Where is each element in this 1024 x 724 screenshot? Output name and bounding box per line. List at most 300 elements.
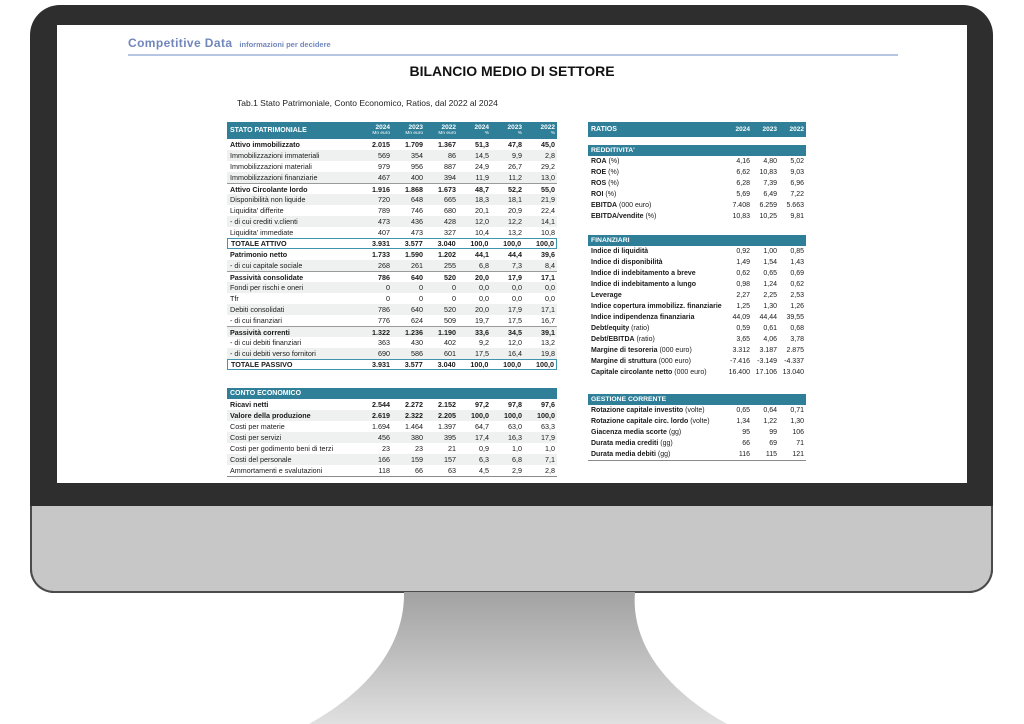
cell-value: 1.190	[438, 328, 456, 337]
cell-value: 14,5	[475, 151, 489, 160]
cell-value: 7,39	[763, 180, 777, 187]
table-row	[227, 139, 557, 150]
row-label: Liquidita' differite	[230, 206, 284, 215]
cell-value: 0,69	[790, 270, 804, 277]
cell-value: 20,0	[475, 273, 489, 282]
cell-value: 690	[378, 349, 390, 358]
cell-value: 115	[765, 451, 777, 458]
cell-value: 8,4	[545, 261, 555, 270]
cell-value: 2,9	[512, 466, 522, 475]
cell-value: 4,80	[763, 158, 777, 165]
cell-value: 11,2	[508, 173, 522, 182]
ratios-section	[588, 235, 806, 378]
cell-value: 520	[444, 273, 456, 282]
cell-value: 7,1	[545, 455, 555, 464]
table-caption: Tab.1 Stato Patrimoniale, Conto Economico, Ratios, dal 2022 al 2024	[237, 98, 498, 108]
ratios-sections	[588, 145, 806, 461]
cell-value: 4,06	[763, 336, 777, 343]
monitor-stand	[299, 592, 731, 724]
cell-value: 586	[411, 349, 423, 358]
cell-value: 789	[378, 206, 390, 215]
row-label: TOTALE PASSIVO	[231, 360, 293, 369]
row-label: - di cui finanziari	[230, 316, 282, 325]
cell-value: 456	[378, 433, 390, 442]
cell-value: 6,3	[479, 455, 489, 464]
cell-value: 2.272	[405, 400, 423, 409]
cell-value: 1,25	[736, 303, 750, 310]
cell-value: 17,9	[541, 433, 555, 442]
cell-value: 956	[411, 162, 423, 171]
cell-value: 18,3	[475, 195, 489, 204]
cell-value: 5,69	[736, 191, 750, 198]
cell-value: 86	[448, 151, 456, 160]
cell-value: 720	[378, 195, 390, 204]
ratio-row	[588, 290, 806, 301]
cell-value: 44,44	[759, 314, 777, 321]
cell-value: 1,30	[790, 418, 804, 425]
cell-value: 979	[378, 162, 390, 171]
ratio-label	[588, 257, 725, 268]
ratio-name: ROE	[591, 169, 607, 176]
cell-value: 11,9	[475, 173, 489, 182]
ratio-row	[588, 211, 806, 222]
cell-value: 97,2	[475, 400, 489, 409]
cell-value: 3.931	[371, 360, 390, 369]
cell-value: 63,0	[508, 422, 522, 431]
cell-value: 1,24	[763, 281, 777, 288]
cell-value: 1.590	[405, 250, 423, 259]
ratio-label	[588, 312, 725, 323]
ratio-label	[588, 290, 725, 301]
cell-value: 17,9	[508, 305, 522, 314]
cell-value: 0	[419, 294, 423, 303]
page-title: BILANCIO MEDIO DI SETTORE	[409, 63, 615, 79]
cell-value: 5,02	[790, 158, 804, 165]
cell-value: -7.416	[730, 358, 750, 365]
cell-value: 39,55	[786, 314, 804, 321]
table-row	[227, 282, 557, 293]
monitor-chin	[30, 506, 993, 593]
ratio-name: Indice di disponibilità	[591, 259, 663, 266]
row-label: Ricavi netti	[230, 400, 269, 409]
ratio-row	[588, 356, 806, 367]
cell-value: 327	[444, 228, 456, 237]
table-row	[227, 399, 557, 410]
stato-patrimoniale-header	[227, 122, 557, 139]
cell-value: 95	[742, 429, 750, 436]
row-label: Passività consolidate	[230, 273, 304, 282]
cell-value: 17,4	[475, 433, 489, 442]
table-row	[227, 205, 557, 216]
ratio-row	[588, 427, 806, 438]
table-row	[227, 359, 557, 370]
cell-value: 1.673	[438, 185, 456, 194]
cell-value: 354	[411, 151, 423, 160]
cell-value: 2,8	[545, 466, 555, 475]
cell-value: 395	[444, 433, 456, 442]
table-row	[227, 421, 557, 432]
cell-value: 100,0	[471, 411, 489, 420]
row-label: Tfr	[230, 294, 239, 303]
cell-value: 509	[444, 316, 456, 325]
table-row	[227, 271, 557, 282]
ratio-label: Durata media debiti (gg)	[591, 451, 671, 458]
ratio-label	[588, 268, 725, 279]
table-row	[227, 227, 557, 238]
column-year-label: 2024	[735, 126, 750, 133]
cell-value: 12,0	[508, 338, 522, 347]
column-unit-label: %	[484, 131, 489, 136]
cell-value: 3,78	[790, 336, 804, 343]
ratio-row	[588, 301, 806, 312]
table-row	[227, 304, 557, 315]
row-label: - di cui crediti v.clienti	[230, 217, 298, 226]
cell-value: 3.187	[759, 347, 777, 354]
cell-value: 0,62	[790, 281, 804, 288]
row-label: Costi per servizi	[230, 433, 282, 442]
ratio-row	[588, 279, 806, 290]
cell-value: 1.916	[372, 185, 390, 194]
cell-value: 0	[386, 283, 390, 292]
ratio-name: Indice di indebitamento a lungo	[591, 281, 697, 288]
cell-value: 430	[411, 338, 423, 347]
ratio-label: EBITDA (000 euro)	[591, 202, 652, 209]
row-label: Fondi per rischi e oneri	[230, 283, 304, 292]
row-label: Costi per materie	[230, 422, 285, 431]
cell-value: 97,8	[508, 400, 522, 409]
column-header	[425, 122, 458, 139]
ratio-name: Indice di liquidità	[591, 248, 649, 255]
table-row	[227, 326, 557, 337]
conto-economico-table	[227, 388, 557, 477]
cell-value: 1.709	[405, 140, 423, 149]
ratio-row	[588, 268, 806, 279]
cell-value: 0,62	[736, 270, 750, 277]
cell-value: 0,65	[763, 270, 777, 277]
cell-value: 100,0	[535, 239, 554, 248]
cell-value: 1.397	[438, 422, 456, 431]
table-row	[227, 315, 557, 326]
cell-value: 19,8	[541, 349, 555, 358]
cell-value: 2,27	[736, 292, 750, 299]
ratio-name: Giacenza media scorte	[591, 429, 667, 436]
cell-value: 26,7	[508, 162, 522, 171]
column-unit-label: Mn euro	[372, 131, 390, 136]
ratio-label: Rotazione capitale circ. lordo (volte)	[591, 418, 710, 425]
cell-value: 2.015	[372, 140, 390, 149]
cell-value: 640	[411, 273, 423, 282]
cell-value: 13,2	[541, 338, 555, 347]
table-row	[227, 432, 557, 443]
cell-value: 1.694	[372, 422, 390, 431]
cell-value: 66	[742, 440, 750, 447]
table-row	[227, 194, 557, 205]
cell-value: 24,9	[475, 162, 489, 171]
cell-value: 17,9	[508, 273, 522, 282]
cell-value: 66	[415, 466, 423, 475]
cell-value: 121	[792, 451, 804, 458]
cell-value: 55,0	[541, 185, 555, 194]
cell-value: 1,26	[790, 303, 804, 310]
cell-value: 436	[411, 217, 423, 226]
brand-logo	[128, 34, 331, 52]
cell-value: 6,28	[736, 180, 750, 187]
cell-value: 0,64	[763, 407, 777, 414]
table-row	[227, 443, 557, 454]
ratio-name: Margine di tesoreria	[591, 347, 658, 354]
table-row	[227, 238, 557, 249]
ratio-row	[588, 416, 806, 427]
ratio-name: Debt/equity	[591, 325, 630, 332]
cell-value: 45,0	[541, 140, 555, 149]
cell-value: 100,0	[470, 239, 489, 248]
column-year-label: 2022	[540, 124, 555, 131]
cell-value: 1,54	[763, 259, 777, 266]
ratio-row	[588, 345, 806, 356]
cell-value: 0,9	[479, 444, 489, 453]
cell-value: 0,0	[512, 294, 522, 303]
cell-value: 10,4	[475, 228, 489, 237]
cell-value: 69	[769, 440, 777, 447]
ratio-row	[588, 449, 806, 460]
cell-value: 6,8	[479, 261, 489, 270]
column-year-label: 2022	[789, 126, 804, 133]
stato-patrimoniale-table	[227, 122, 557, 370]
ratio-label: Durata media crediti (gg)	[591, 440, 673, 447]
cell-value: -4.337	[784, 358, 804, 365]
cell-value: 29,2	[541, 162, 555, 171]
ratio-name: Leverage	[591, 292, 622, 299]
cell-value: 0,65	[736, 407, 750, 414]
cell-value: 17,5	[475, 349, 489, 358]
cell-value: 17,5	[508, 316, 522, 325]
cell-value: 0,92	[736, 248, 750, 255]
cell-value: 100,0	[537, 411, 555, 420]
cell-value: 7,3	[512, 261, 522, 270]
cell-value: 20,1	[475, 206, 489, 215]
cell-value: 569	[378, 151, 390, 160]
cell-value: 39,6	[541, 250, 555, 259]
cell-value: 0	[419, 283, 423, 292]
cell-value: 166	[378, 455, 390, 464]
row-label: - di cui debiti finanziari	[230, 338, 302, 347]
ratio-name: ROI	[591, 191, 604, 198]
cell-value: 47,8	[508, 140, 522, 149]
cell-value: 2.544	[372, 400, 390, 409]
ratio-row	[588, 200, 806, 211]
cell-value: 6,49	[763, 191, 777, 198]
column-year-label: 2022	[441, 124, 456, 131]
section-header: REDDITIVITA'	[588, 145, 806, 156]
column-unit-label: %	[517, 131, 522, 136]
cell-value: 4,5	[479, 466, 489, 475]
ratio-name: Rotazione capitale investito	[591, 407, 684, 414]
cell-value: 116	[738, 451, 750, 458]
ratio-name: Debt/EBITDA	[591, 336, 635, 343]
cell-value: 14,1	[541, 217, 555, 226]
cell-value: 23	[415, 444, 423, 453]
ratio-name: EBITDA	[591, 202, 618, 209]
ratios-section	[588, 145, 806, 222]
row-label: Valore della produzione	[230, 411, 311, 420]
cell-value: 6.259	[759, 202, 777, 209]
cell-value: 157	[444, 455, 456, 464]
cell-value: 9,9	[512, 151, 522, 160]
row-label: - di cui debiti verso fornitori	[230, 349, 316, 358]
cell-value: 0,68	[790, 325, 804, 332]
table-row	[227, 465, 557, 476]
ratio-label: Margine di tesoreria (000 euro)	[591, 347, 692, 354]
cell-value: 786	[378, 305, 390, 314]
cell-value: 0,71	[790, 407, 804, 414]
cell-value: 776	[378, 316, 390, 325]
cell-value: 0	[452, 283, 456, 292]
ratio-row	[588, 246, 806, 257]
cell-value: 106	[792, 429, 804, 436]
ratio-name: ROS	[591, 180, 607, 187]
ratio-row	[588, 367, 806, 378]
table-row	[227, 348, 557, 359]
cell-value: 39,1	[541, 328, 555, 337]
cell-value: 3.040	[437, 360, 456, 369]
cell-value: 400	[411, 173, 423, 182]
cell-value: 13,0	[541, 173, 555, 182]
cell-value: 48,7	[475, 185, 489, 194]
cell-value: 0,0	[545, 283, 555, 292]
brand-name: Competitive Data	[128, 36, 233, 50]
cell-value: 1,0	[512, 444, 522, 453]
cell-value: 0,0	[479, 283, 489, 292]
row-label: Immobilizzazioni immateriali	[230, 151, 320, 160]
section-header: GESTIONE CORRENTE	[588, 394, 806, 405]
table-title: RATIOS	[591, 126, 617, 133]
cell-value: 1.202	[438, 250, 456, 259]
cell-value: 19,7	[475, 316, 489, 325]
cell-value: 18,1	[508, 195, 522, 204]
cell-value: 100,0	[535, 360, 554, 369]
cell-value: 3,65	[736, 336, 750, 343]
ratio-label: EBITDA/vendite (%)	[591, 213, 657, 220]
row-label: Liquidita' immediate	[230, 228, 294, 237]
column-header	[491, 122, 524, 139]
cell-value: 0,98	[736, 281, 750, 288]
cell-value: 402	[444, 338, 456, 347]
cell-value: 2,8	[545, 151, 555, 160]
table-title: CONTO ECONOMICO	[227, 388, 557, 399]
cell-value: 6,96	[790, 180, 804, 187]
cell-value: 0,59	[736, 325, 750, 332]
cell-value: 9,03	[790, 169, 804, 176]
cell-value: 640	[411, 305, 423, 314]
ratio-label: ROI (%)	[591, 191, 617, 198]
cell-value: 17,1	[541, 305, 555, 314]
table-row	[227, 161, 557, 172]
ratio-name: Durata media crediti	[591, 440, 659, 447]
table-row	[227, 183, 557, 194]
ratio-name: Indice copertura immobilizz. finanziarie	[591, 303, 722, 310]
screen	[57, 25, 967, 483]
ratio-row	[588, 312, 806, 323]
ratio-label: Giacenza media scorte (gg)	[591, 429, 682, 436]
cell-value: 10,25	[759, 213, 777, 220]
year-columns	[359, 122, 557, 139]
ratio-label: ROS (%)	[591, 180, 620, 187]
cell-value: 33,6	[475, 328, 489, 337]
cell-value: 100,0	[504, 411, 522, 420]
row-label: Patrimonio netto	[230, 250, 288, 259]
cell-value: 16.400	[728, 369, 750, 376]
stato-patrimoniale-body	[227, 139, 557, 370]
cell-value: 10,83	[759, 169, 777, 176]
cell-value: 16,3	[508, 433, 522, 442]
cell-value: 100,0	[470, 360, 489, 369]
cell-value: 3.040	[437, 239, 456, 248]
cell-value: 1,43	[790, 259, 804, 266]
cell-value: 3.931	[371, 239, 390, 248]
cell-value: 261	[411, 261, 423, 270]
cell-value: 2.875	[786, 347, 804, 354]
cell-value: 10,8	[541, 228, 555, 237]
cell-value: 467	[378, 173, 390, 182]
ratio-row	[588, 167, 806, 178]
conto-economico-body	[227, 399, 557, 477]
cell-value: 51,3	[475, 140, 489, 149]
cell-value: 13.040	[782, 369, 804, 376]
ratio-row	[588, 156, 806, 167]
cell-value: 624	[411, 316, 423, 325]
cell-value: 0,0	[512, 283, 522, 292]
row-label: Passività correnti	[230, 328, 290, 337]
cell-value: 22,4	[541, 206, 555, 215]
ratio-name: Indice di indebitamento a breve	[591, 270, 696, 277]
ratios-table	[588, 122, 806, 461]
monitor-bezel	[30, 5, 993, 593]
cell-value: 4,16	[736, 158, 750, 165]
cell-value: 786	[378, 273, 390, 282]
cell-value: 1,0	[545, 444, 555, 453]
cell-value: 9,2	[479, 338, 489, 347]
cell-value: 473	[378, 217, 390, 226]
cell-value: 746	[411, 206, 423, 215]
cell-value: 268	[378, 261, 390, 270]
cell-value: 1,49	[736, 259, 750, 266]
ratio-label	[588, 246, 725, 257]
column-year-label: 2023	[762, 126, 777, 133]
cell-value: 665	[444, 195, 456, 204]
ratio-name: Rotazione capitale circ. lordo	[591, 418, 689, 425]
ratio-label	[588, 279, 725, 290]
section-header: FINANZIARI	[588, 235, 806, 246]
cell-value: 20,9	[508, 206, 522, 215]
cell-value: 16,4	[508, 349, 522, 358]
row-label: - di cui capitale sociale	[230, 261, 303, 270]
ratio-name: ROA	[591, 158, 607, 165]
cell-value: 648	[411, 195, 423, 204]
table-row	[227, 293, 557, 304]
ratio-name: Capitale circolante netto	[591, 369, 673, 376]
cell-value: 64,7	[475, 422, 489, 431]
ratio-label: Debt/equity (ratio)	[591, 325, 650, 332]
cell-value: 394	[444, 173, 456, 182]
ratio-row	[588, 178, 806, 189]
column-unit-label: Mn euro	[438, 131, 456, 136]
cell-value: 118	[378, 466, 390, 475]
table-row	[227, 454, 557, 465]
cell-value: 6,8	[512, 455, 522, 464]
cell-value: 1.464	[405, 422, 423, 431]
ratios-header	[588, 122, 806, 137]
ratio-row	[588, 334, 806, 345]
